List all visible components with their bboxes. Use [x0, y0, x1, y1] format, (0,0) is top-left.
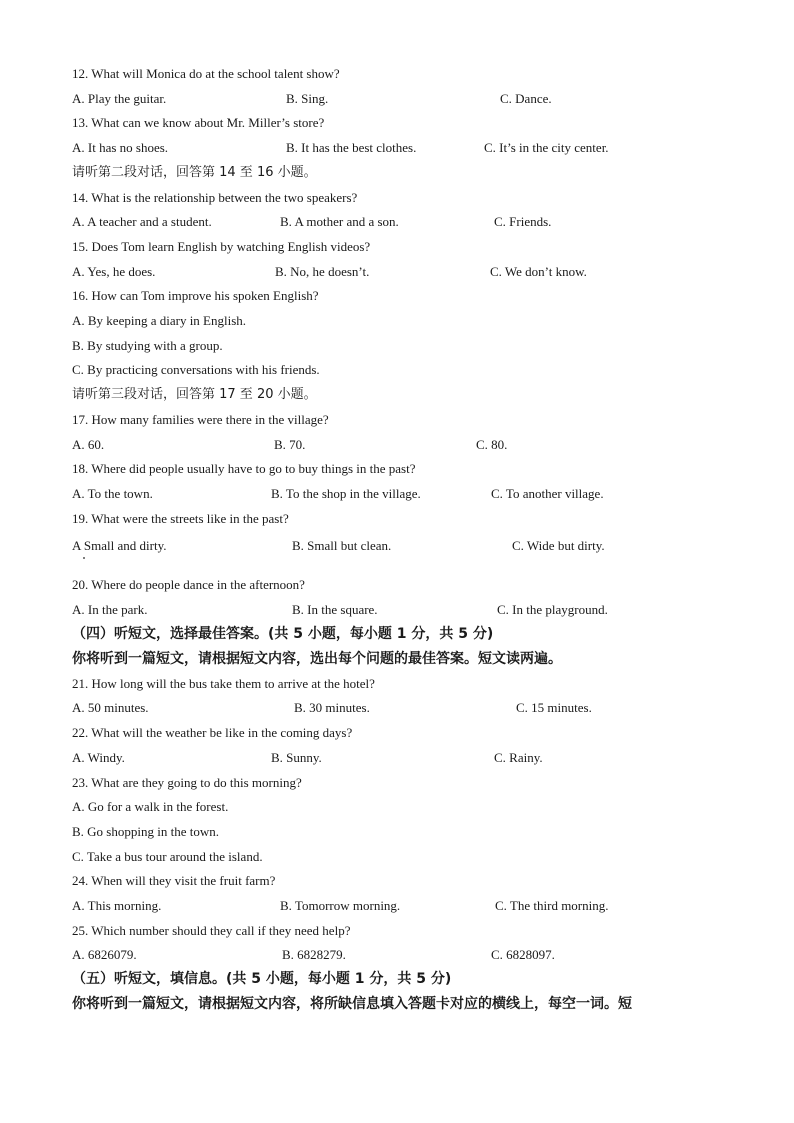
question-16-option-a: A. By keeping a diary in English.: [72, 313, 247, 328]
section-5-title: （五）听短文，填信息。(共 5 小题，每小题 1 分，共 5 分): [72, 971, 452, 987]
question-25-option-b: B. 6828279.: [282, 947, 346, 962]
question-15-option-c: C. We don’t know.: [490, 264, 587, 279]
question-13-option-a: A. It has no shoes.: [72, 140, 169, 155]
question-25-stem: 25. Which number should they call if they need help?: [72, 923, 351, 938]
question-13-stem: 13. What can we know about Mr. Miller’s store?: [72, 115, 325, 130]
question-20-option-c: C. In the playground.: [497, 602, 608, 617]
question-24-option-c: C. The third morning.: [495, 898, 609, 913]
section-4-title: （四）听短文，选择最佳答案。(共 5 小题，每小题 1 分，共 5 分): [72, 626, 494, 642]
dialogue-2-instruction: 请听第二段对话，回答第 14 至 16 小题。: [72, 165, 317, 180]
question-12-option-b: B. Sing.: [286, 91, 329, 106]
question-17-option-a: A. 60.: [72, 437, 105, 452]
question-17-option-b: B. 70.: [274, 437, 306, 452]
question-18-option-a: A. To the town.: [72, 486, 153, 501]
question-18-stem: 18. Where did people usually have to go to buy things in the past?: [72, 461, 416, 476]
question-25-option-a: A. 6826079.: [72, 947, 137, 962]
question-12-stem: 12. What will Monica do at the school talent show?: [72, 66, 340, 81]
question-23-option-c: C. Take a bus tour around the island.: [72, 849, 263, 864]
question-13-option-b: B. It has the best clothes.: [286, 140, 417, 155]
question-14-option-a: A. A teacher and a student.: [72, 214, 212, 229]
question-22-option-b: B. Sunny.: [271, 750, 322, 765]
section-5-instruction: 你将听到一篇短文，请根据短文内容，将所缺信息填入答题卡对应的横线上，每空一词。短: [72, 996, 632, 1012]
question-23-option-b: B. Go shopping in the town.: [72, 824, 219, 839]
question-13-option-c: C. It’s in the city center.: [484, 140, 609, 155]
stray-dot: [83, 557, 85, 559]
question-17-stem: 17. How many families were there in the village?: [72, 412, 329, 427]
question-14-option-b: B. A mother and a son.: [280, 214, 399, 229]
question-19-stem: 19. What were the streets like in the past?: [72, 511, 289, 526]
question-15-option-b: B. No, he doesn’t.: [275, 264, 370, 279]
question-20-option-a: A. In the park.: [72, 602, 148, 617]
question-18-option-c: C. To another village.: [491, 486, 604, 501]
question-20-option-b: B. In the square.: [292, 602, 378, 617]
question-15-option-a: A. Yes, he does.: [72, 264, 156, 279]
dialogue-3-instruction: 请听第三段对话，回答第 17 至 20 小题。: [72, 387, 317, 402]
question-16-option-b: B. By studying with a group.: [72, 338, 223, 353]
question-19-option-c: C. Wide but dirty.: [512, 538, 605, 553]
question-14-stem: 14. What is the relationship between the two speakers?: [72, 190, 358, 205]
question-24-stem: 24. When will they visit the fruit farm?: [72, 873, 276, 888]
question-15-stem: 15. Does Tom learn English by watching English videos?: [72, 239, 371, 254]
question-14-option-c: C. Friends.: [494, 214, 552, 229]
question-21-option-a: A. 50 minutes.: [72, 700, 149, 715]
question-22-option-c: C. Rainy.: [494, 750, 543, 765]
question-20-stem: 20. Where do people dance in the afternoon?: [72, 577, 305, 592]
question-22-stem: 22. What will the weather be like in the coming days?: [72, 725, 353, 740]
question-21-option-b: B. 30 minutes.: [294, 700, 370, 715]
section-4-instruction: 你将听到一篇短文，请根据短文内容，选出每个问题的最佳答案。短文读两遍。: [72, 651, 562, 667]
question-24-option-b: B. Tomorrow morning.: [280, 898, 401, 913]
question-12-option-c: C. Dance.: [500, 91, 552, 106]
question-12-option-a: A. Play the guitar.: [72, 91, 167, 106]
question-19-option-b: B. Small but clean.: [292, 538, 392, 553]
question-16-stem: 16. How can Tom improve his spoken English?: [72, 288, 319, 303]
question-24-option-a: A. This morning.: [72, 898, 162, 913]
question-18-option-b: B. To the shop in the village.: [271, 486, 421, 501]
question-23-stem: 23. What are they going to do this morning?: [72, 775, 302, 790]
question-22-option-a: A. Windy.: [72, 750, 125, 765]
question-21-stem: 21. How long will the bus take them to arrive at the hotel?: [72, 676, 375, 691]
question-21-option-c: C. 15 minutes.: [516, 700, 592, 715]
question-25-option-c: C. 6828097.: [491, 947, 555, 962]
question-17-option-c: C. 80.: [476, 437, 508, 452]
question-19-option-a: A Small and dirty.: [72, 538, 167, 553]
question-16-option-c: C. By practicing conversations with his friends.: [72, 362, 320, 377]
question-23-option-a: A. Go for a walk in the forest.: [72, 799, 229, 814]
